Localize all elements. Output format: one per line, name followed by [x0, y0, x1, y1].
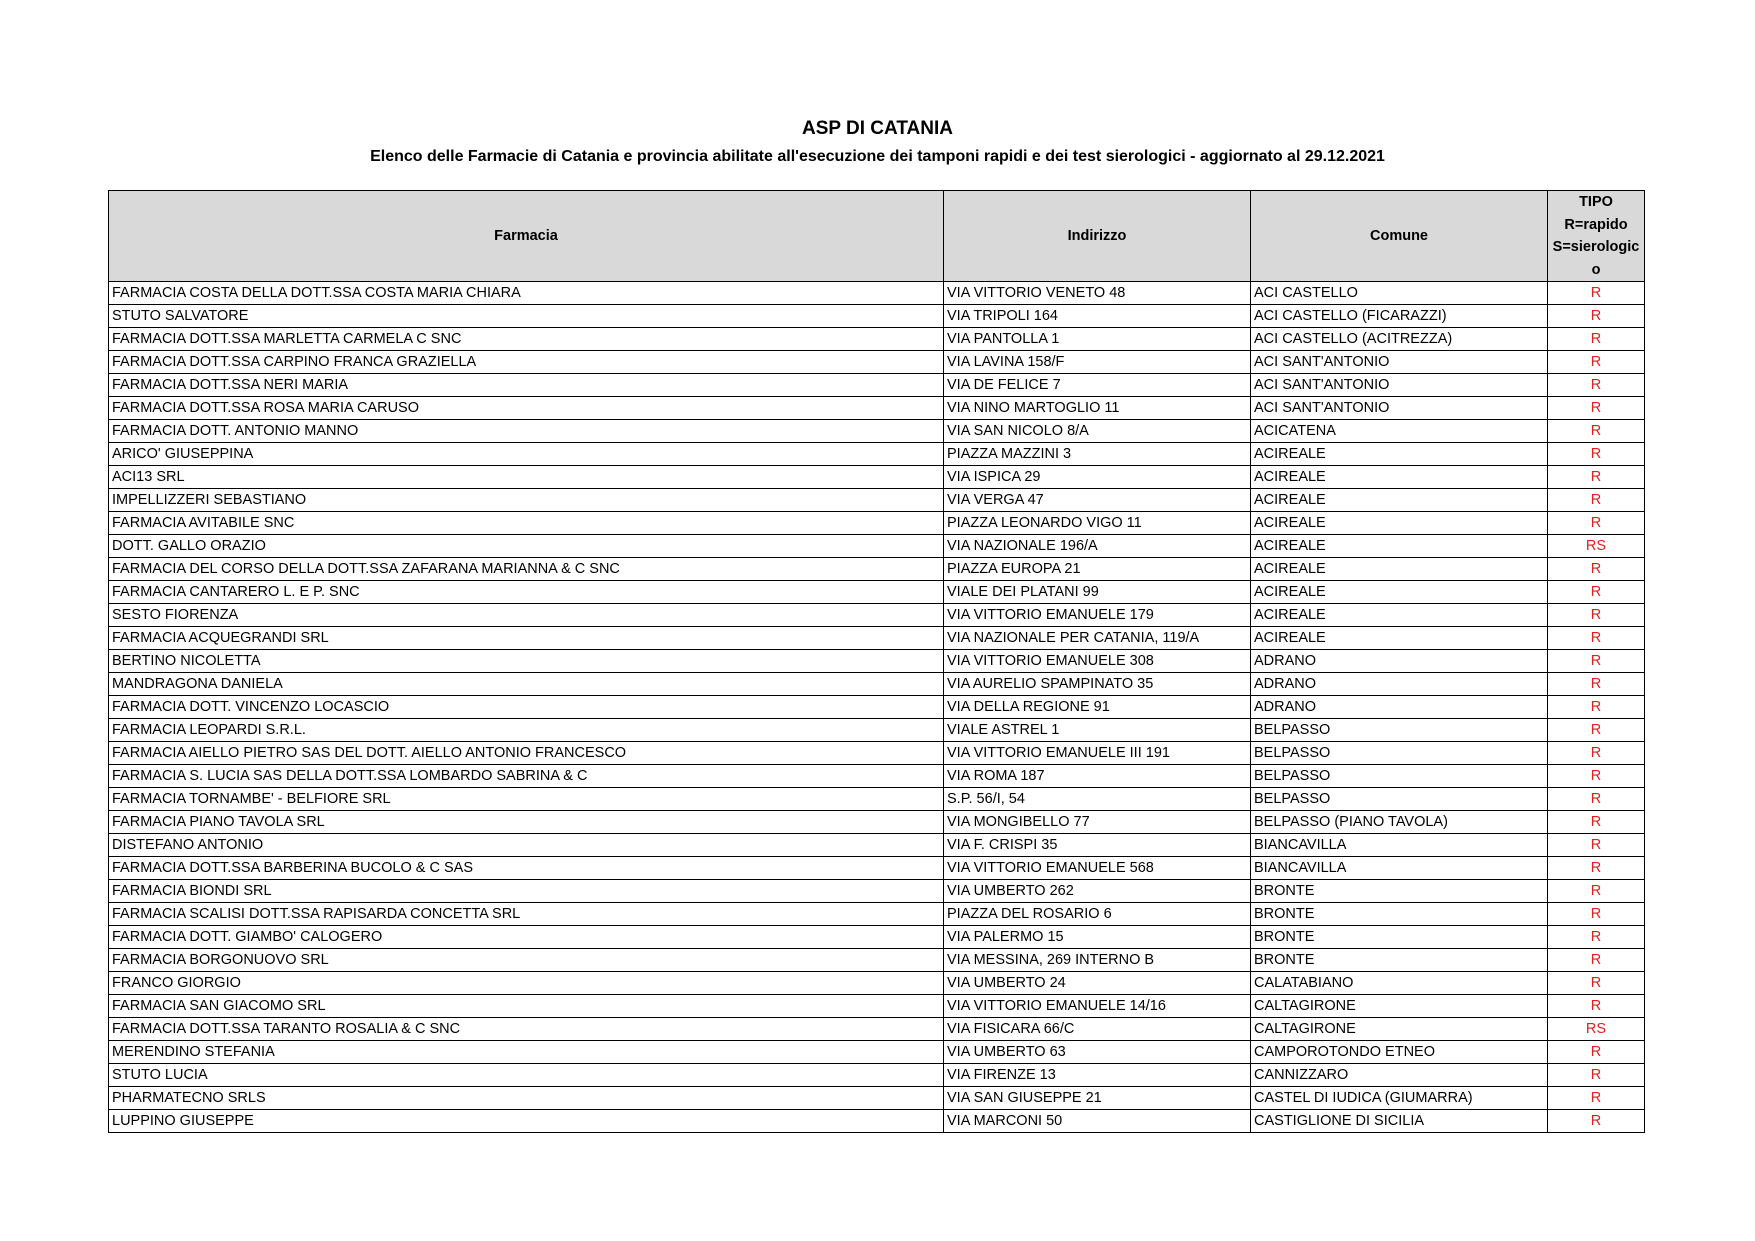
table-row [109, 1018, 1645, 1041]
cell-tipo: R [1548, 420, 1645, 443]
cell-indirizzo: VIA VITTORIO VENETO 48 [944, 282, 1251, 305]
cell-farmacia: ACI13 SRL [109, 466, 944, 489]
cell-farmacia: FARMACIA DEL CORSO DELLA DOTT.SSA ZAFARANA MARIANNA & C SNC [109, 558, 944, 581]
table-header-row [109, 191, 1645, 282]
cell-comune: ADRANO [1251, 696, 1548, 719]
cell-tipo: R [1548, 765, 1645, 788]
tipo-header-legend-r: R=rapido [1564, 216, 1628, 233]
column-header-farmacia: Farmacia [109, 191, 944, 282]
cell-indirizzo: VIA NAZIONALE 196/A [944, 535, 1251, 558]
table-row [109, 880, 1645, 903]
table-row [109, 489, 1645, 512]
cell-indirizzo: VIA VERGA 47 [944, 489, 1251, 512]
cell-tipo: R [1548, 949, 1645, 972]
cell-indirizzo: VIA UMBERTO 24 [944, 972, 1251, 995]
tipo-header-legend-s: S=sierologico [1552, 239, 1640, 278]
cell-comune: ACI CASTELLO [1251, 282, 1548, 305]
cell-comune: ACI CASTELLO (ACITREZZA) [1251, 328, 1548, 351]
cell-comune: BELPASSO [1251, 765, 1548, 788]
cell-comune: BELPASSO [1251, 788, 1548, 811]
table-row [109, 903, 1645, 926]
cell-tipo: R [1548, 788, 1645, 811]
cell-comune: ACIREALE [1251, 489, 1548, 512]
cell-farmacia: FARMACIA TORNAMBE' - BELFIORE SRL [109, 788, 944, 811]
cell-comune: ADRANO [1251, 650, 1548, 673]
cell-farmacia: STUTO LUCIA [109, 1064, 944, 1087]
table-body [109, 282, 1645, 1133]
cell-comune: ACIREALE [1251, 443, 1548, 466]
cell-comune: BRONTE [1251, 880, 1548, 903]
table-row [109, 995, 1645, 1018]
cell-tipo: R [1548, 443, 1645, 466]
cell-indirizzo: VIA TRIPOLI 164 [944, 305, 1251, 328]
table-row [109, 512, 1645, 535]
cell-indirizzo: VIA UMBERTO 63 [944, 1041, 1251, 1064]
cell-farmacia: MERENDINO STEFANIA [109, 1041, 944, 1064]
cell-farmacia: FARMACIA SAN GIACOMO SRL [109, 995, 944, 1018]
cell-tipo: R [1548, 558, 1645, 581]
table-row [109, 466, 1645, 489]
cell-tipo: R [1548, 627, 1645, 650]
cell-tipo: R [1548, 397, 1645, 420]
cell-tipo: R [1548, 305, 1645, 328]
cell-comune: ACI SANT'ANTONIO [1251, 397, 1548, 420]
cell-indirizzo: VIA ROMA 187 [944, 765, 1251, 788]
table-row [109, 1110, 1645, 1133]
table-row [109, 328, 1645, 351]
cell-indirizzo: VIA VITTORIO EMANUELE 179 [944, 604, 1251, 627]
table-row [109, 765, 1645, 788]
cell-farmacia: FARMACIA DOTT.SSA ROSA MARIA CARUSO [109, 397, 944, 420]
cell-comune: ACIREALE [1251, 558, 1548, 581]
cell-comune: BELPASSO (PIANO TAVOLA) [1251, 811, 1548, 834]
cell-farmacia: FARMACIA BORGONUOVO SRL [109, 949, 944, 972]
table-row [109, 282, 1645, 305]
cell-farmacia: FARMACIA S. LUCIA SAS DELLA DOTT.SSA LOMBARDO SABRINA & C [109, 765, 944, 788]
cell-indirizzo: VIA DELLA REGIONE 91 [944, 696, 1251, 719]
cell-tipo: R [1548, 696, 1645, 719]
table-row [109, 742, 1645, 765]
cell-farmacia: PHARMATECNO SRLS [109, 1087, 944, 1110]
cell-indirizzo: VIA NINO MARTOGLIO 11 [944, 397, 1251, 420]
table-row [109, 535, 1645, 558]
cell-comune: ACIREALE [1251, 535, 1548, 558]
table-row [109, 650, 1645, 673]
cell-farmacia: FARMACIA DOTT. GIAMBO' CALOGERO [109, 926, 944, 949]
cell-comune: BRONTE [1251, 926, 1548, 949]
cell-farmacia: FARMACIA AIELLO PIETRO SAS DEL DOTT. AIELLO ANTONIO FRANCESCO [109, 742, 944, 765]
cell-comune: CASTEL DI IUDICA (GIUMARRA) [1251, 1087, 1548, 1110]
table-row [109, 604, 1645, 627]
cell-comune: ACI SANT'ANTONIO [1251, 351, 1548, 374]
table-row [109, 351, 1645, 374]
cell-tipo: R [1548, 351, 1645, 374]
cell-tipo: RS [1548, 535, 1645, 558]
cell-indirizzo: VIA F. CRISPI 35 [944, 834, 1251, 857]
cell-tipo: R [1548, 328, 1645, 351]
cell-indirizzo: VIALE ASTREL 1 [944, 719, 1251, 742]
table-row [109, 811, 1645, 834]
pharmacy-table [108, 190, 1645, 1133]
table-row [109, 972, 1645, 995]
cell-indirizzo: VIALE DEI PLATANI 99 [944, 581, 1251, 604]
cell-farmacia: FARMACIA BIONDI SRL [109, 880, 944, 903]
cell-farmacia: FARMACIA DOTT.SSA MARLETTA CARMELA C SNC [109, 328, 944, 351]
cell-farmacia: BERTINO NICOLETTA [109, 650, 944, 673]
cell-comune: CALTAGIRONE [1251, 1018, 1548, 1041]
cell-farmacia: FARMACIA DOTT. ANTONIO MANNO [109, 420, 944, 443]
cell-tipo: R [1548, 282, 1645, 305]
cell-tipo: R [1548, 581, 1645, 604]
table-row [109, 1087, 1645, 1110]
table-row [109, 581, 1645, 604]
cell-indirizzo: VIA ISPICA 29 [944, 466, 1251, 489]
cell-comune: ACI SANT'ANTONIO [1251, 374, 1548, 397]
cell-indirizzo: PIAZZA LEONARDO VIGO 11 [944, 512, 1251, 535]
cell-farmacia: ARICO' GIUSEPPINA [109, 443, 944, 466]
table-row [109, 397, 1645, 420]
cell-indirizzo: VIA VITTORIO EMANUELE 308 [944, 650, 1251, 673]
cell-tipo: R [1548, 1064, 1645, 1087]
cell-tipo: RS [1548, 1018, 1645, 1041]
cell-comune: ACIREALE [1251, 604, 1548, 627]
table-row [109, 719, 1645, 742]
cell-farmacia: FARMACIA COSTA DELLA DOTT.SSA COSTA MARIA CHIARA [109, 282, 944, 305]
cell-comune: BELPASSO [1251, 719, 1548, 742]
cell-farmacia: DOTT. GALLO ORAZIO [109, 535, 944, 558]
cell-tipo: R [1548, 834, 1645, 857]
cell-farmacia: IMPELLIZZERI SEBASTIANO [109, 489, 944, 512]
cell-farmacia: FARMACIA SCALISI DOTT.SSA RAPISARDA CONCETTA SRL [109, 903, 944, 926]
cell-farmacia: FARMACIA DOTT. VINCENZO LOCASCIO [109, 696, 944, 719]
cell-comune: BIANCAVILLA [1251, 857, 1548, 880]
cell-indirizzo: VIA VITTORIO EMANUELE III 191 [944, 742, 1251, 765]
cell-tipo: R [1548, 857, 1645, 880]
table-row [109, 696, 1645, 719]
table-row [109, 834, 1645, 857]
cell-tipo: R [1548, 1110, 1645, 1133]
cell-tipo: R [1548, 972, 1645, 995]
cell-indirizzo: VIA VITTORIO EMANUELE 568 [944, 857, 1251, 880]
cell-indirizzo: VIA DE FELICE 7 [944, 374, 1251, 397]
page-title: ASP DI CATANIA [802, 118, 953, 139]
cell-farmacia: DISTEFANO ANTONIO [109, 834, 944, 857]
cell-indirizzo: VIA LAVINA 158/F [944, 351, 1251, 374]
cell-tipo: R [1548, 1041, 1645, 1064]
cell-tipo: R [1548, 995, 1645, 1018]
cell-comune: CANNIZZARO [1251, 1064, 1548, 1087]
table-row [109, 857, 1645, 880]
cell-tipo: R [1548, 811, 1645, 834]
cell-farmacia: FARMACIA CANTARERO L. E P. SNC [109, 581, 944, 604]
cell-tipo: R [1548, 673, 1645, 696]
cell-comune: ADRANO [1251, 673, 1548, 696]
cell-indirizzo: PIAZZA MAZZINI 3 [944, 443, 1251, 466]
cell-tipo: R [1548, 466, 1645, 489]
table-row [109, 926, 1645, 949]
cell-tipo: R [1548, 880, 1645, 903]
table-row [109, 305, 1645, 328]
cell-comune: BELPASSO [1251, 742, 1548, 765]
table-row [109, 627, 1645, 650]
cell-tipo: R [1548, 719, 1645, 742]
cell-indirizzo: VIA MARCONI 50 [944, 1110, 1251, 1133]
cell-indirizzo: VIA MESSINA, 269 INTERNO B [944, 949, 1251, 972]
cell-farmacia: FARMACIA DOTT.SSA NERI MARIA [109, 374, 944, 397]
cell-farmacia: LUPPINO GIUSEPPE [109, 1110, 944, 1133]
cell-tipo: R [1548, 374, 1645, 397]
cell-comune: BRONTE [1251, 949, 1548, 972]
cell-comune: BIANCAVILLA [1251, 834, 1548, 857]
page-subtitle: Elenco delle Farmacie di Catania e provincia abilitate all'esecuzione dei tamponi rapidi e dei test sierologici - aggiornato al 29.12.2021 [370, 148, 1385, 165]
cell-indirizzo: VIA PALERMO 15 [944, 926, 1251, 949]
cell-farmacia: SESTO FIORENZA [109, 604, 944, 627]
cell-comune: CASTIGLIONE DI SICILIA [1251, 1110, 1548, 1133]
cell-indirizzo: VIA PANTOLLA 1 [944, 328, 1251, 351]
cell-tipo: R [1548, 1087, 1645, 1110]
cell-farmacia: FARMACIA AVITABILE SNC [109, 512, 944, 535]
cell-indirizzo: VIA VITTORIO EMANUELE 14/16 [944, 995, 1251, 1018]
cell-tipo: R [1548, 512, 1645, 535]
cell-tipo: R [1548, 926, 1645, 949]
cell-tipo: R [1548, 903, 1645, 926]
cell-indirizzo: VIA FISICARA 66/C [944, 1018, 1251, 1041]
cell-comune: ACIREALE [1251, 466, 1548, 489]
cell-indirizzo: VIA FIRENZE 13 [944, 1064, 1251, 1087]
cell-farmacia: FARMACIA PIANO TAVOLA SRL [109, 811, 944, 834]
table-row [109, 1064, 1645, 1087]
cell-indirizzo: VIA UMBERTO 262 [944, 880, 1251, 903]
table-row [109, 673, 1645, 696]
cell-comune: CALTAGIRONE [1251, 995, 1548, 1018]
cell-indirizzo: S.P. 56/I, 54 [944, 788, 1251, 811]
cell-comune: ACIREALE [1251, 581, 1548, 604]
cell-tipo: R [1548, 742, 1645, 765]
tipo-header-label: TIPO [1579, 194, 1613, 210]
cell-farmacia: FARMACIA DOTT.SSA BARBERINA BUCOLO & C SAS [109, 857, 944, 880]
cell-farmacia: FARMACIA DOTT.SSA TARANTO ROSALIA & C SNC [109, 1018, 944, 1041]
cell-comune: ACIREALE [1251, 512, 1548, 535]
column-header-comune: Comune [1251, 191, 1548, 282]
cell-indirizzo: VIA AURELIO SPAMPINATO 35 [944, 673, 1251, 696]
cell-indirizzo: PIAZZA EUROPA 21 [944, 558, 1251, 581]
table-row [109, 558, 1645, 581]
table-row [109, 1041, 1645, 1064]
cell-farmacia: FARMACIA DOTT.SSA CARPINO FRANCA GRAZIELLA [109, 351, 944, 374]
cell-indirizzo: VIA MONGIBELLO 77 [944, 811, 1251, 834]
cell-comune: ACIREALE [1251, 627, 1548, 650]
cell-comune: CAMPOROTONDO ETNEO [1251, 1041, 1548, 1064]
cell-indirizzo: PIAZZA DEL ROSARIO 6 [944, 903, 1251, 926]
table-row [109, 788, 1645, 811]
cell-farmacia: STUTO SALVATORE [109, 305, 944, 328]
cell-farmacia: FRANCO GIORGIO [109, 972, 944, 995]
column-header-indirizzo: Indirizzo [944, 191, 1251, 282]
table-row [109, 949, 1645, 972]
cell-tipo: R [1548, 604, 1645, 627]
cell-comune: ACICATENA [1251, 420, 1548, 443]
cell-comune: BRONTE [1251, 903, 1548, 926]
table-row [109, 443, 1645, 466]
cell-indirizzo: VIA SAN GIUSEPPE 21 [944, 1087, 1251, 1110]
cell-farmacia: FARMACIA LEOPARDI S.R.L. [109, 719, 944, 742]
cell-comune: ACI CASTELLO (FICARAZZI) [1251, 305, 1548, 328]
table-row [109, 420, 1645, 443]
cell-comune: CALATABIANO [1251, 972, 1548, 995]
cell-indirizzo: VIA SAN NICOLO 8/A [944, 420, 1251, 443]
column-header-tipo [1548, 191, 1645, 282]
cell-tipo: R [1548, 650, 1645, 673]
cell-farmacia: FARMACIA ACQUEGRANDI SRL [109, 627, 944, 650]
cell-farmacia: MANDRAGONA DANIELA [109, 673, 944, 696]
cell-indirizzo: VIA NAZIONALE PER CATANIA, 119/A [944, 627, 1251, 650]
table-row [109, 374, 1645, 397]
cell-tipo: R [1548, 489, 1645, 512]
